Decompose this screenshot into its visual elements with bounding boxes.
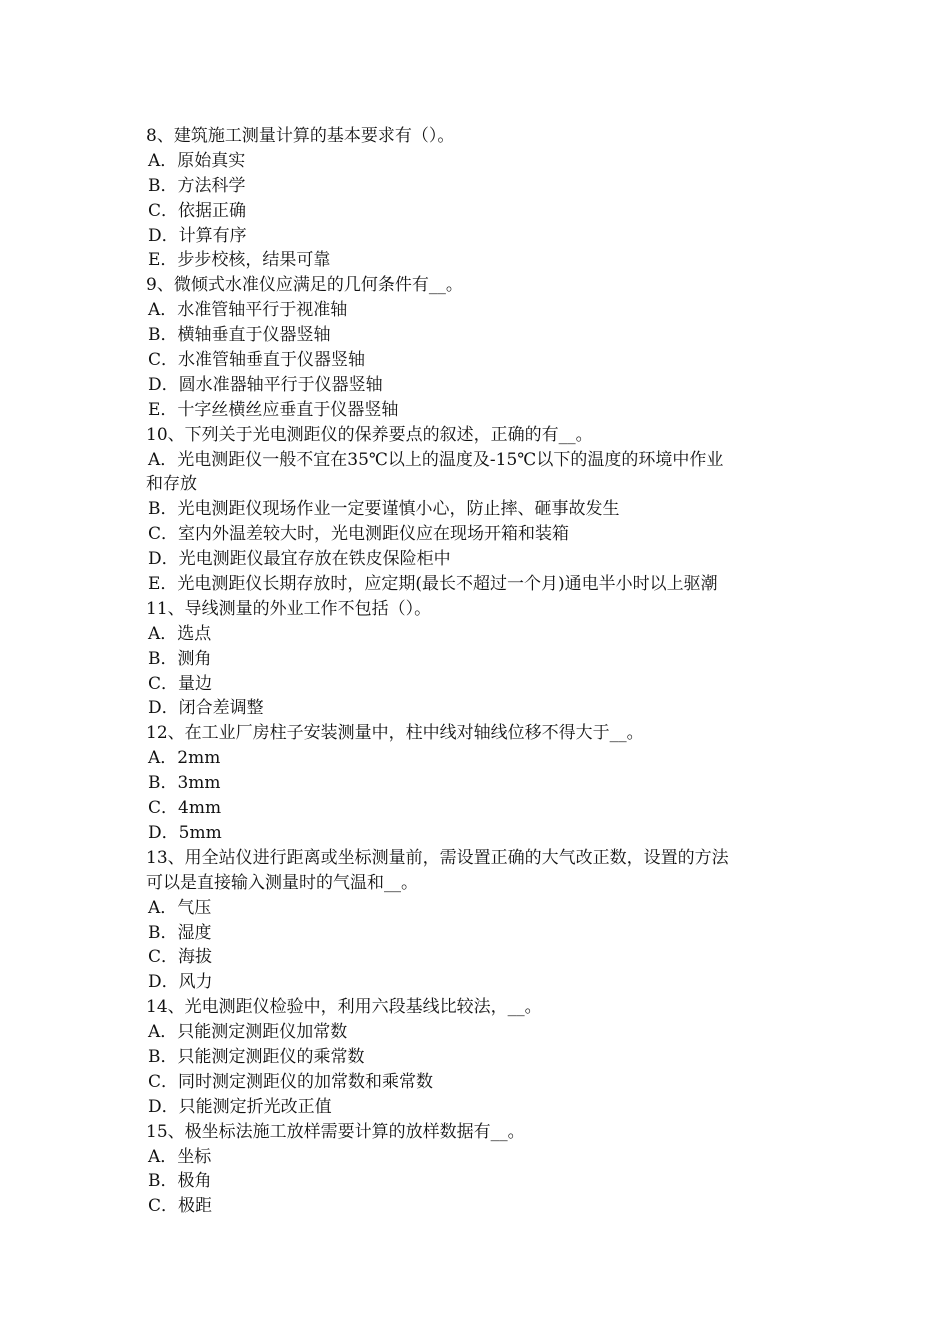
question-12: 12、在工业厂房柱子安装测量中，柱中线对轴线位移不得大于__。 — [146, 723, 644, 744]
option-9d: D．圆水准器轴平行于仪器竖轴 — [148, 374, 383, 395]
question-15: 15、极坐标法施工放样需要计算的放样数据有__。 — [146, 1121, 525, 1142]
option-8e: E．步步校核，结果可靠 — [148, 250, 331, 271]
option-10a-continued: 和存放 — [146, 474, 197, 495]
option-11c: C．量边 — [148, 673, 213, 694]
option-12d: D．5mm — [148, 822, 222, 843]
option-14c: C．同时测定测距仪的加常数和乘常数 — [148, 1071, 434, 1092]
question-11: 11、导线测量的外业工作不包括（）。 — [146, 598, 432, 619]
document-body — [146, 124, 811, 1219]
question-13: 13、用全站仪进行距离或坐标测量前，需设置正确的大气改正数，设置的方法 — [146, 847, 729, 868]
option-9a: A．水准管轴平行于视准轴 — [148, 300, 348, 321]
option-10b: B．光电测距仪现场作业一定要谨慎小心，防止摔、砸事故发生 — [148, 499, 620, 520]
option-9c: C．水准管轴垂直于仪器竖轴 — [148, 350, 366, 371]
option-10d: D．光电测距仪最宜存放在铁皮保险柜中 — [148, 549, 451, 570]
question-14: 14、光电测距仪检验中，利用六段基线比较法，__。 — [146, 997, 542, 1018]
option-11a: A．选点 — [148, 623, 212, 644]
question-8: 8、建筑施工测量计算的基本要求有（）。 — [146, 126, 455, 146]
option-15a: A．坐标 — [148, 1146, 212, 1167]
option-10e: E．光电测距仪长期存放时，应定期(最长不超过一个月)通电半小时以上驱潮 — [148, 574, 718, 595]
option-11d: D．闭合差调整 — [148, 698, 264, 719]
option-13d: D．风力 — [148, 972, 213, 993]
option-8c: C．依据正确 — [148, 200, 247, 221]
question-9: 9、微倾式水准仪应满足的几何条件有__。 — [146, 275, 463, 296]
option-9b: B．横轴垂直于仪器竖轴 — [148, 325, 331, 346]
option-12c: C．4mm — [148, 798, 222, 819]
option-9e: E．十字丝横丝应垂直于仪器竖轴 — [148, 399, 399, 420]
option-11b: B．测角 — [148, 648, 212, 669]
option-14b: B．只能测定测距仪的乘常数 — [148, 1046, 365, 1067]
option-13b: B．湿度 — [148, 922, 212, 943]
option-10c: C．室内外温差较大时，光电测距仪应在现场开箱和装箱 — [148, 524, 570, 545]
option-14d: D．只能测定折光改正值 — [148, 1096, 332, 1117]
option-8a: A．原始真实 — [148, 150, 246, 171]
question-13-continued: 可以是直接输入测量时的气温和__。 — [146, 872, 418, 893]
question-10: 10、下列关于光电测距仪的保养要点的叙述，正确的有__。 — [146, 424, 593, 445]
option-12b: B．3mm — [148, 773, 221, 794]
option-15b: B．极角 — [148, 1171, 212, 1192]
option-13a: A．气压 — [148, 897, 212, 918]
option-10a: A．光电测距仪一般不宜在35℃以上的温度及-15℃以下的温度的环境中作业 — [148, 449, 724, 470]
option-12a: A．2mm — [148, 748, 221, 769]
option-8b: B．方法科学 — [148, 175, 246, 196]
option-8d: D．计算有序 — [148, 225, 247, 246]
option-15c: C．极距 — [148, 1196, 213, 1217]
option-13c: C．海拔 — [148, 947, 213, 968]
option-14a: A．只能测定测距仪加常数 — [148, 1022, 348, 1043]
